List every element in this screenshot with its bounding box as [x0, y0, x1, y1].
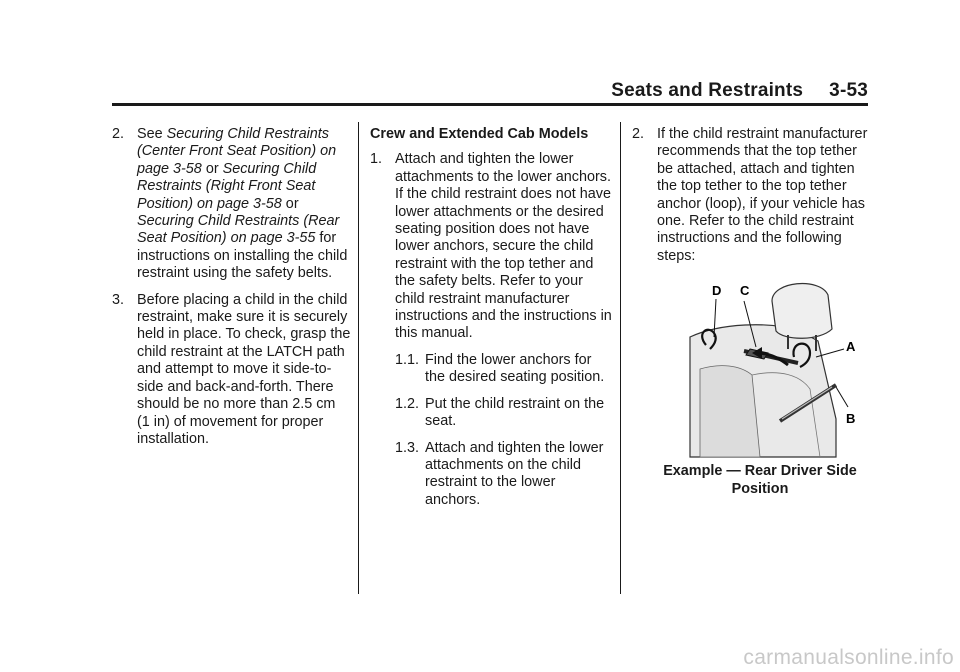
column-2 — [370, 126, 614, 518]
header-rule — [112, 103, 868, 106]
substep-text: Put the child restraint on the seat. — [425, 395, 605, 430]
page-header — [112, 80, 868, 104]
cross-reference-link[interactable]: Securing Child Restraints (Center Front Seat Position) on page 3-58 — [137, 126, 337, 177]
step-number: 2. — [632, 126, 645, 142]
substep-text: Find the lower anchors for the desired seating position. — [425, 351, 605, 386]
column-divider-2 — [620, 122, 621, 594]
step-text: If the child restraint manufacturer recommends that the top tether be attached, attach and tighten the top tether to the top tether anchor (loop), if your vehicle has one. Refer to the child restraint instructions and the following steps: — [657, 126, 868, 264]
step-number: 1. — [370, 151, 383, 168]
callout-label-d: D — [712, 283, 722, 299]
cross-reference-link[interactable]: Securing Child Restraints (Right Front Seat Position) on page 3-58 — [137, 160, 317, 212]
step-text: Attach and tighten the lower attachments to the lower anchors. If the child restraint does not have lower attachments or the desired seating position does not have lower anchors, secure the child restraint with the top tether and the safety belts. Refer to your child restraint manufacturer instructions and the instructions in this manual. — [395, 151, 612, 342]
substep-number: 1.1. — [395, 351, 420, 368]
step-text: or — [281, 195, 299, 212]
section-heading: Crew and Extended Cab Models — [370, 126, 589, 142]
substep-text: Attach and tighten the lower attachments on the child restraint to the lower anchors. — [425, 439, 604, 508]
seat-back-panel — [700, 366, 760, 457]
substep-number: 1.2. — [395, 395, 420, 412]
substep — [370, 396, 614, 431]
step-text: Before placing a child in the child restraint, make sure it is securely held in place. To check, grasp the child restraint at the LATCH path and attempt to move it side-to-side and back-and-forth. There should be no more than 2.5 cm (1 in) of movement for proper installation. — [137, 291, 351, 447]
step-3-check-restraint — [112, 292, 352, 449]
headrest — [772, 284, 832, 339]
substep — [370, 440, 614, 510]
cross-reference-link[interactable]: Securing Child Restraints (Rear Seat Position) on page 3-55 — [137, 213, 340, 247]
step-text: See — [137, 126, 167, 142]
seat-illustration — [660, 279, 860, 459]
substep — [370, 352, 614, 387]
figure-caption: Example — Rear Driver Side Position — [663, 463, 857, 497]
page-number: 3-53 — [829, 80, 868, 101]
column-1 — [112, 126, 352, 457]
step-text: or — [201, 160, 223, 177]
callout-label-a: A — [846, 339, 856, 355]
column-3 — [632, 126, 872, 498]
header-text — [611, 80, 868, 102]
column-divider-1 — [358, 122, 359, 594]
tether-illustration — [660, 279, 860, 459]
callout-label-c: C — [740, 283, 750, 299]
step-text: for instructions on installing the child restraint using the safety belts. — [137, 230, 348, 282]
step-number: 2. — [112, 126, 125, 142]
section-title: Seats and Restraints — [611, 80, 804, 101]
callout-label-b: B — [846, 411, 856, 427]
step-2-child-restraint-refs — [112, 126, 352, 283]
step-2-top-tether — [632, 126, 872, 265]
step-1-attach-lower — [370, 151, 614, 342]
step-number: 3. — [112, 291, 125, 308]
substep-number: 1.3. — [395, 439, 420, 456]
watermark-url: carmanualsonline.info — [743, 646, 954, 669]
label-leader — [836, 387, 848, 407]
